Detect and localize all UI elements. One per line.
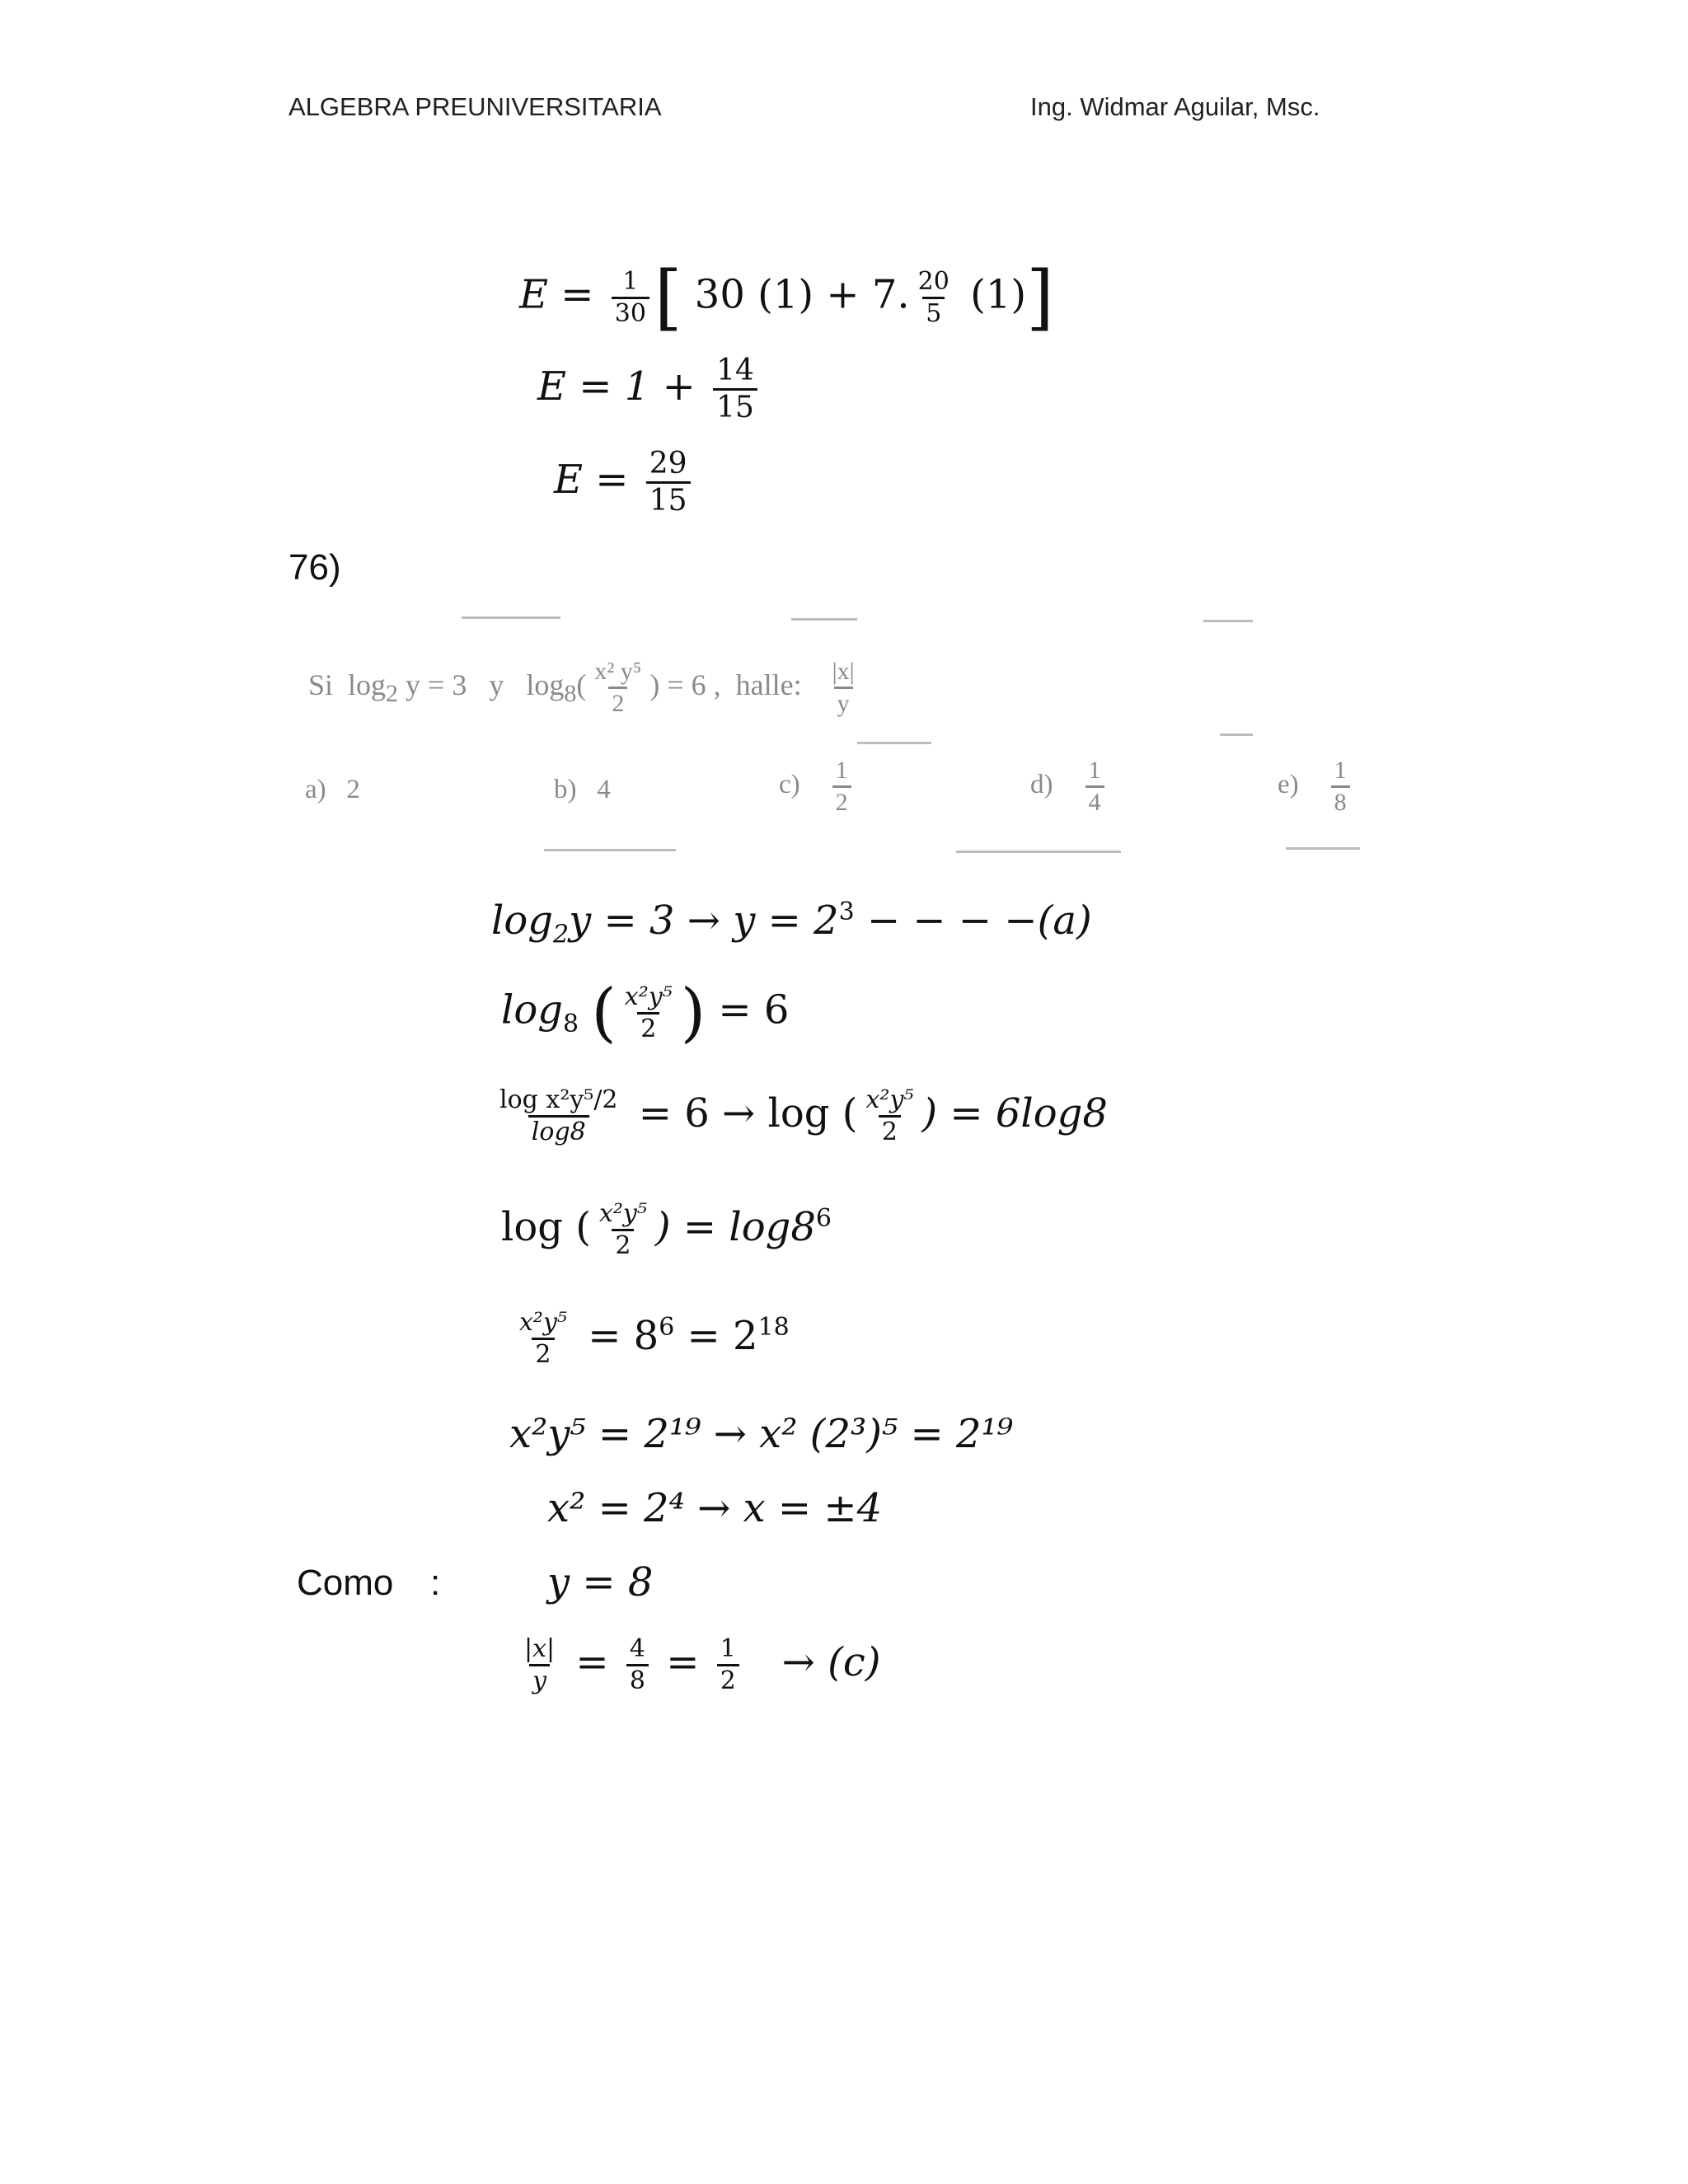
step-text: ) = log8 [654,1204,816,1250]
step-5 [511,1310,790,1367]
frac-num: 1 [1088,757,1101,784]
frac-num: |x| [524,1634,556,1663]
frac-num: x²y⁵ [598,1199,647,1228]
problem-number: 76) [288,547,341,588]
step-text: ) = 6log8 [921,1090,1108,1137]
frac-den: 30 [612,297,649,326]
frac-num: 1 [720,1634,736,1663]
frac-num: 20 [917,266,950,296]
header-left: ALGEBRA PREUNIVERSITARIA [288,92,662,121]
step-text: = 8 [588,1313,659,1359]
prev-lhs: E = 1 + [537,363,696,410]
frac-num: 29 [649,447,687,480]
prev-lhs: E = [554,457,629,503]
answer-text: → (c) [781,1639,881,1685]
step-text: − − − −(a) [854,898,1092,944]
step-2: $\log_8$ ( $\frac{\text{x²y⁵}}{2}$ ) = 6 [501,976,790,1050]
frac-den: 2 [532,1338,554,1367]
frac-num: 1 [622,266,639,296]
option-e [1278,758,1355,815]
step-text: = 6 → log ( [638,1090,858,1137]
log-base: 2 [386,679,399,707]
header-right: Ing. Widmar Aguilar, Msc. [1030,92,1320,121]
frac-den: 4 [1085,785,1104,815]
option-value: 2 [346,775,360,804]
frac-den: log8 [528,1115,589,1145]
option-label: c) [779,770,800,800]
step-4 [501,1199,832,1260]
option-c [779,758,856,815]
step-7: x² = 2⁴ → x = ±4 [547,1485,883,1531]
scanned-problem [297,610,1401,857]
frac-den: 15 [713,388,757,423]
y-connector: y [489,668,504,701]
frac-num: 14 [716,354,754,387]
frac-num: x²y⁵ [624,982,673,1011]
como-label: Como [297,1563,394,1603]
step-9 [516,1634,881,1695]
frac-num: x²y⁵ [865,1085,914,1114]
log-text: log [501,987,563,1033]
step-text: = 6 [718,987,790,1033]
step-text: = [575,1639,609,1685]
frac-num: 1 [1334,757,1347,784]
option-d [1030,758,1109,815]
eq1-rest: y = 3 [406,668,467,701]
exponent: 3 [838,898,855,926]
frac-num: 1 [835,757,848,784]
frac-den: y [529,1664,550,1694]
frac-num: x²y⁵ [519,1308,567,1337]
como-colon: : [430,1563,441,1603]
frac-den: 2 [832,785,851,815]
frac-den: 2 [612,1229,634,1258]
frac-num: x² y⁵ [594,658,642,685]
exponent: 6 [659,1313,675,1342]
step-6: x²y⁵ = 2¹⁹ → x² (2³)⁵ = 2¹⁹ [509,1411,1013,1457]
step-text: y = 3 → y = 2 [569,898,839,944]
option-b [554,775,611,805]
prev-line-3 [554,449,696,516]
step-1 [491,900,1092,948]
frac-den: 15 [646,481,691,516]
eq2-rest: = 6 , [667,668,721,701]
prev-line-1: E = $\frac{1}{30}$ [ 30 (1) + 7. $\frac{20}{5}$ (1)] [519,256,1054,339]
problem-statement: Si $\log_2 y = 3$ y $\log_8$( $\frac{\text{x² y⁵}}{2}$ ) = 6 , halle: $\frac{|x|}{y}$ [308,659,863,716]
log-base: 8 [562,1010,579,1039]
si-text: Si [308,668,334,701]
frac-den: 8 [1331,785,1350,815]
option-label: b) [554,775,577,804]
prev-body-a: 30 (1) + 7. [694,271,910,318]
frac-den: 2 [879,1115,901,1145]
step-3 [491,1085,1108,1146]
exponent: 6 [815,1204,832,1233]
frac-num: 4 [629,1634,645,1663]
frac-den: y [834,687,853,716]
prev-line-2 [537,356,762,423]
option-a [305,775,360,805]
log-text: log [348,668,387,701]
option-label: d) [1030,770,1053,800]
frac-den: 2 [637,1012,659,1042]
step-text: log ( [501,1204,591,1250]
frac-num: |x| [832,658,855,685]
frac-den: 2 [717,1664,739,1694]
frac-den: 5 [922,297,945,326]
log-base: 8 [564,679,577,707]
log-text: log [526,668,565,701]
step-text: = [666,1639,700,1685]
step-text: = 2 [674,1313,758,1359]
prev-body-b: (1) [970,271,1027,318]
halle-text: halle: [735,668,802,701]
log-base: 2 [552,920,570,949]
log-text: log [491,898,553,944]
exponent: 18 [757,1313,790,1342]
option-label: a) [305,775,326,804]
option-value: 4 [597,775,611,804]
frac-num: log x²y⁵/2 [499,1085,618,1114]
frac-den: 2 [608,687,627,716]
option-label: e) [1278,770,1299,800]
step-8: y = 8 [547,1559,654,1605]
prev-lhs: E = [519,271,594,318]
frac-den: 8 [626,1664,649,1694]
